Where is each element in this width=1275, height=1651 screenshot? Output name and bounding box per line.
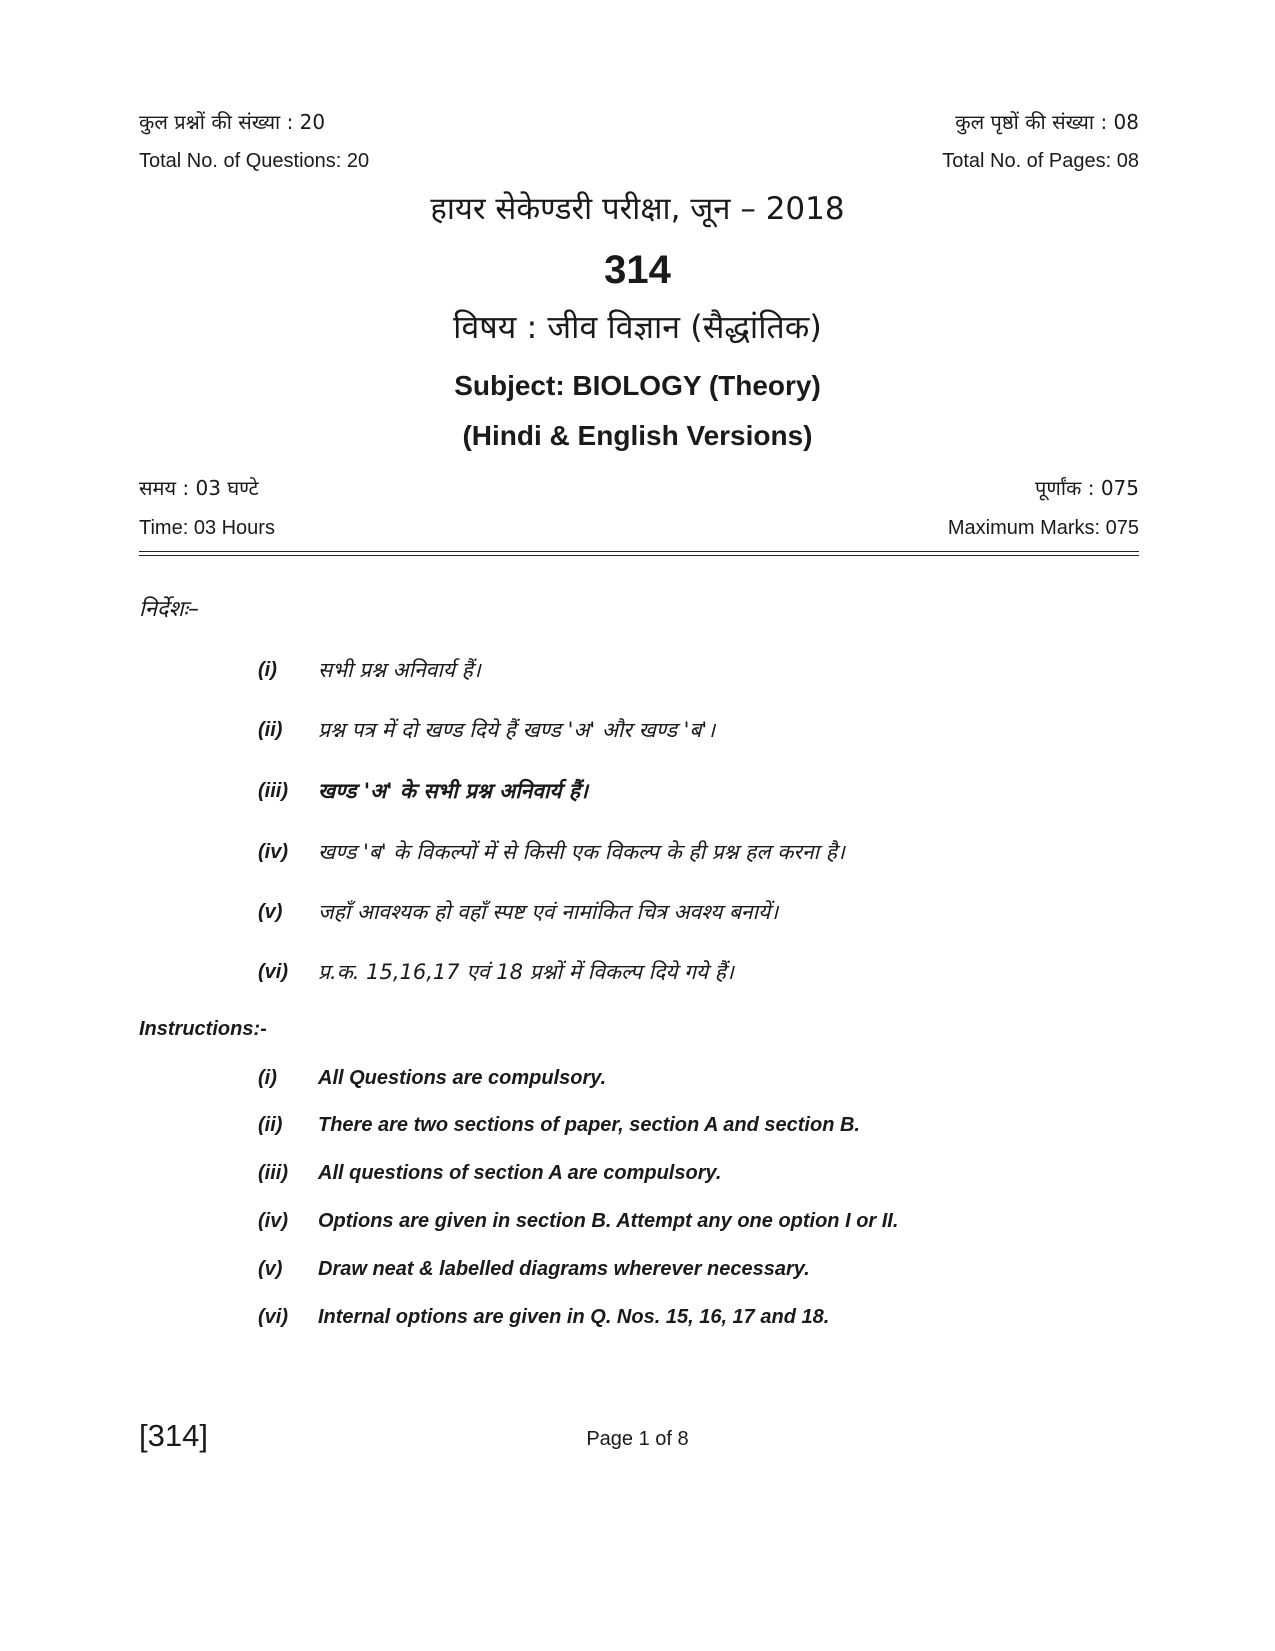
instruction-text: प्र.क. 15,16,17 एवं 18 प्रश्नों में विकल्प दिये गये हैं। <box>318 960 734 984</box>
time-english: Time: 03 Hours <box>139 517 275 539</box>
subject-english: Subject: BIOLOGY (Theory) <box>454 370 821 401</box>
header-english-row <box>139 150 1139 173</box>
instruction-text: All Questions are compulsory. <box>318 1067 607 1089</box>
instruction-number: (ii) <box>258 719 283 741</box>
marks-hindi: पूर्णांक : 075 <box>1035 476 1139 500</box>
footer-page-number: Page 1 of 8 <box>586 1428 689 1450</box>
instruction-number: (i) <box>258 659 277 681</box>
instruction-number: (iv) <box>258 1210 288 1232</box>
divider-line-top <box>139 551 1139 552</box>
english-total-questions: Total No. of Questions: 20 <box>139 150 370 172</box>
time-marks-hindi-row <box>139 474 1139 501</box>
header-hindi-row <box>139 108 1139 135</box>
hindi-total-pages: कुल पृष्ठों की संख्या : 08 <box>955 110 1139 134</box>
english-instructions-heading: Instructions:- <box>139 1018 267 1040</box>
time-marks-english-row <box>139 517 1139 540</box>
instruction-number: (v) <box>258 1258 283 1280</box>
instruction-text: There are two sections of paper, section A and section B. <box>318 1114 860 1136</box>
time-hindi: समय : 03 घण्टे <box>139 476 259 500</box>
paper-code: 314 <box>604 248 671 292</box>
instruction-text: खण्ड 'अ' के सभी प्रश्न अनिवार्य हैं। <box>318 779 589 803</box>
instruction-text: Draw neat & labelled diagrams wherever necessary. <box>318 1258 810 1280</box>
instruction-text: Options are given in section B. Attempt any one option I or II. <box>318 1210 899 1232</box>
instruction-text: Internal options are given in Q. Nos. 15, 16, 17 and 18. <box>318 1306 830 1328</box>
instruction-number: (iv) <box>258 841 288 863</box>
instruction-number: (v) <box>258 901 283 923</box>
footer-paper-code: [314] <box>139 1418 208 1453</box>
instruction-text: सभी प्रश्न अनिवार्य हैं। <box>318 658 481 682</box>
marks-english: Maximum Marks: 075 <box>947 517 1139 539</box>
instruction-number: (i) <box>258 1067 277 1089</box>
versions-label: (Hindi & English Versions) <box>462 420 813 451</box>
instruction-text: खण्ड 'ब' के विकल्पों में से किसी एक विकल्प के ही प्रश्न हल करना है। <box>318 840 845 864</box>
instruction-text: जहाँ आवश्यक हो वहाँ स्पष्ट एवं नामांकित चित्र अवश्य बनायें। <box>318 900 779 924</box>
instruction-number: (iii) <box>258 1162 288 1184</box>
instruction-number: (vi) <box>258 1306 288 1328</box>
instruction-text: All questions of section A are compulsory. <box>318 1162 722 1184</box>
instruction-number: (vi) <box>258 961 288 983</box>
exam-title-hindi: हायर सेकेण्डरी परीक्षा, जून – 2018 <box>430 191 845 227</box>
subject-hindi: विषय : जीव विज्ञान (सैद्धांतिक) <box>453 308 822 346</box>
instruction-text: प्रश्न पत्र में दो खण्ड दिये हैं खण्ड 'अ' और खण्ड 'ब'। <box>318 718 716 742</box>
instruction-number: (iii) <box>258 780 288 802</box>
divider-line-bottom <box>139 555 1139 556</box>
hindi-total-questions: कुल प्रश्नों की संख्या : 20 <box>139 110 326 134</box>
instruction-number: (ii) <box>258 1114 283 1136</box>
english-total-pages: Total No. of Pages: 08 <box>942 150 1139 172</box>
hindi-instructions-heading: निर्देशः– <box>139 597 199 622</box>
